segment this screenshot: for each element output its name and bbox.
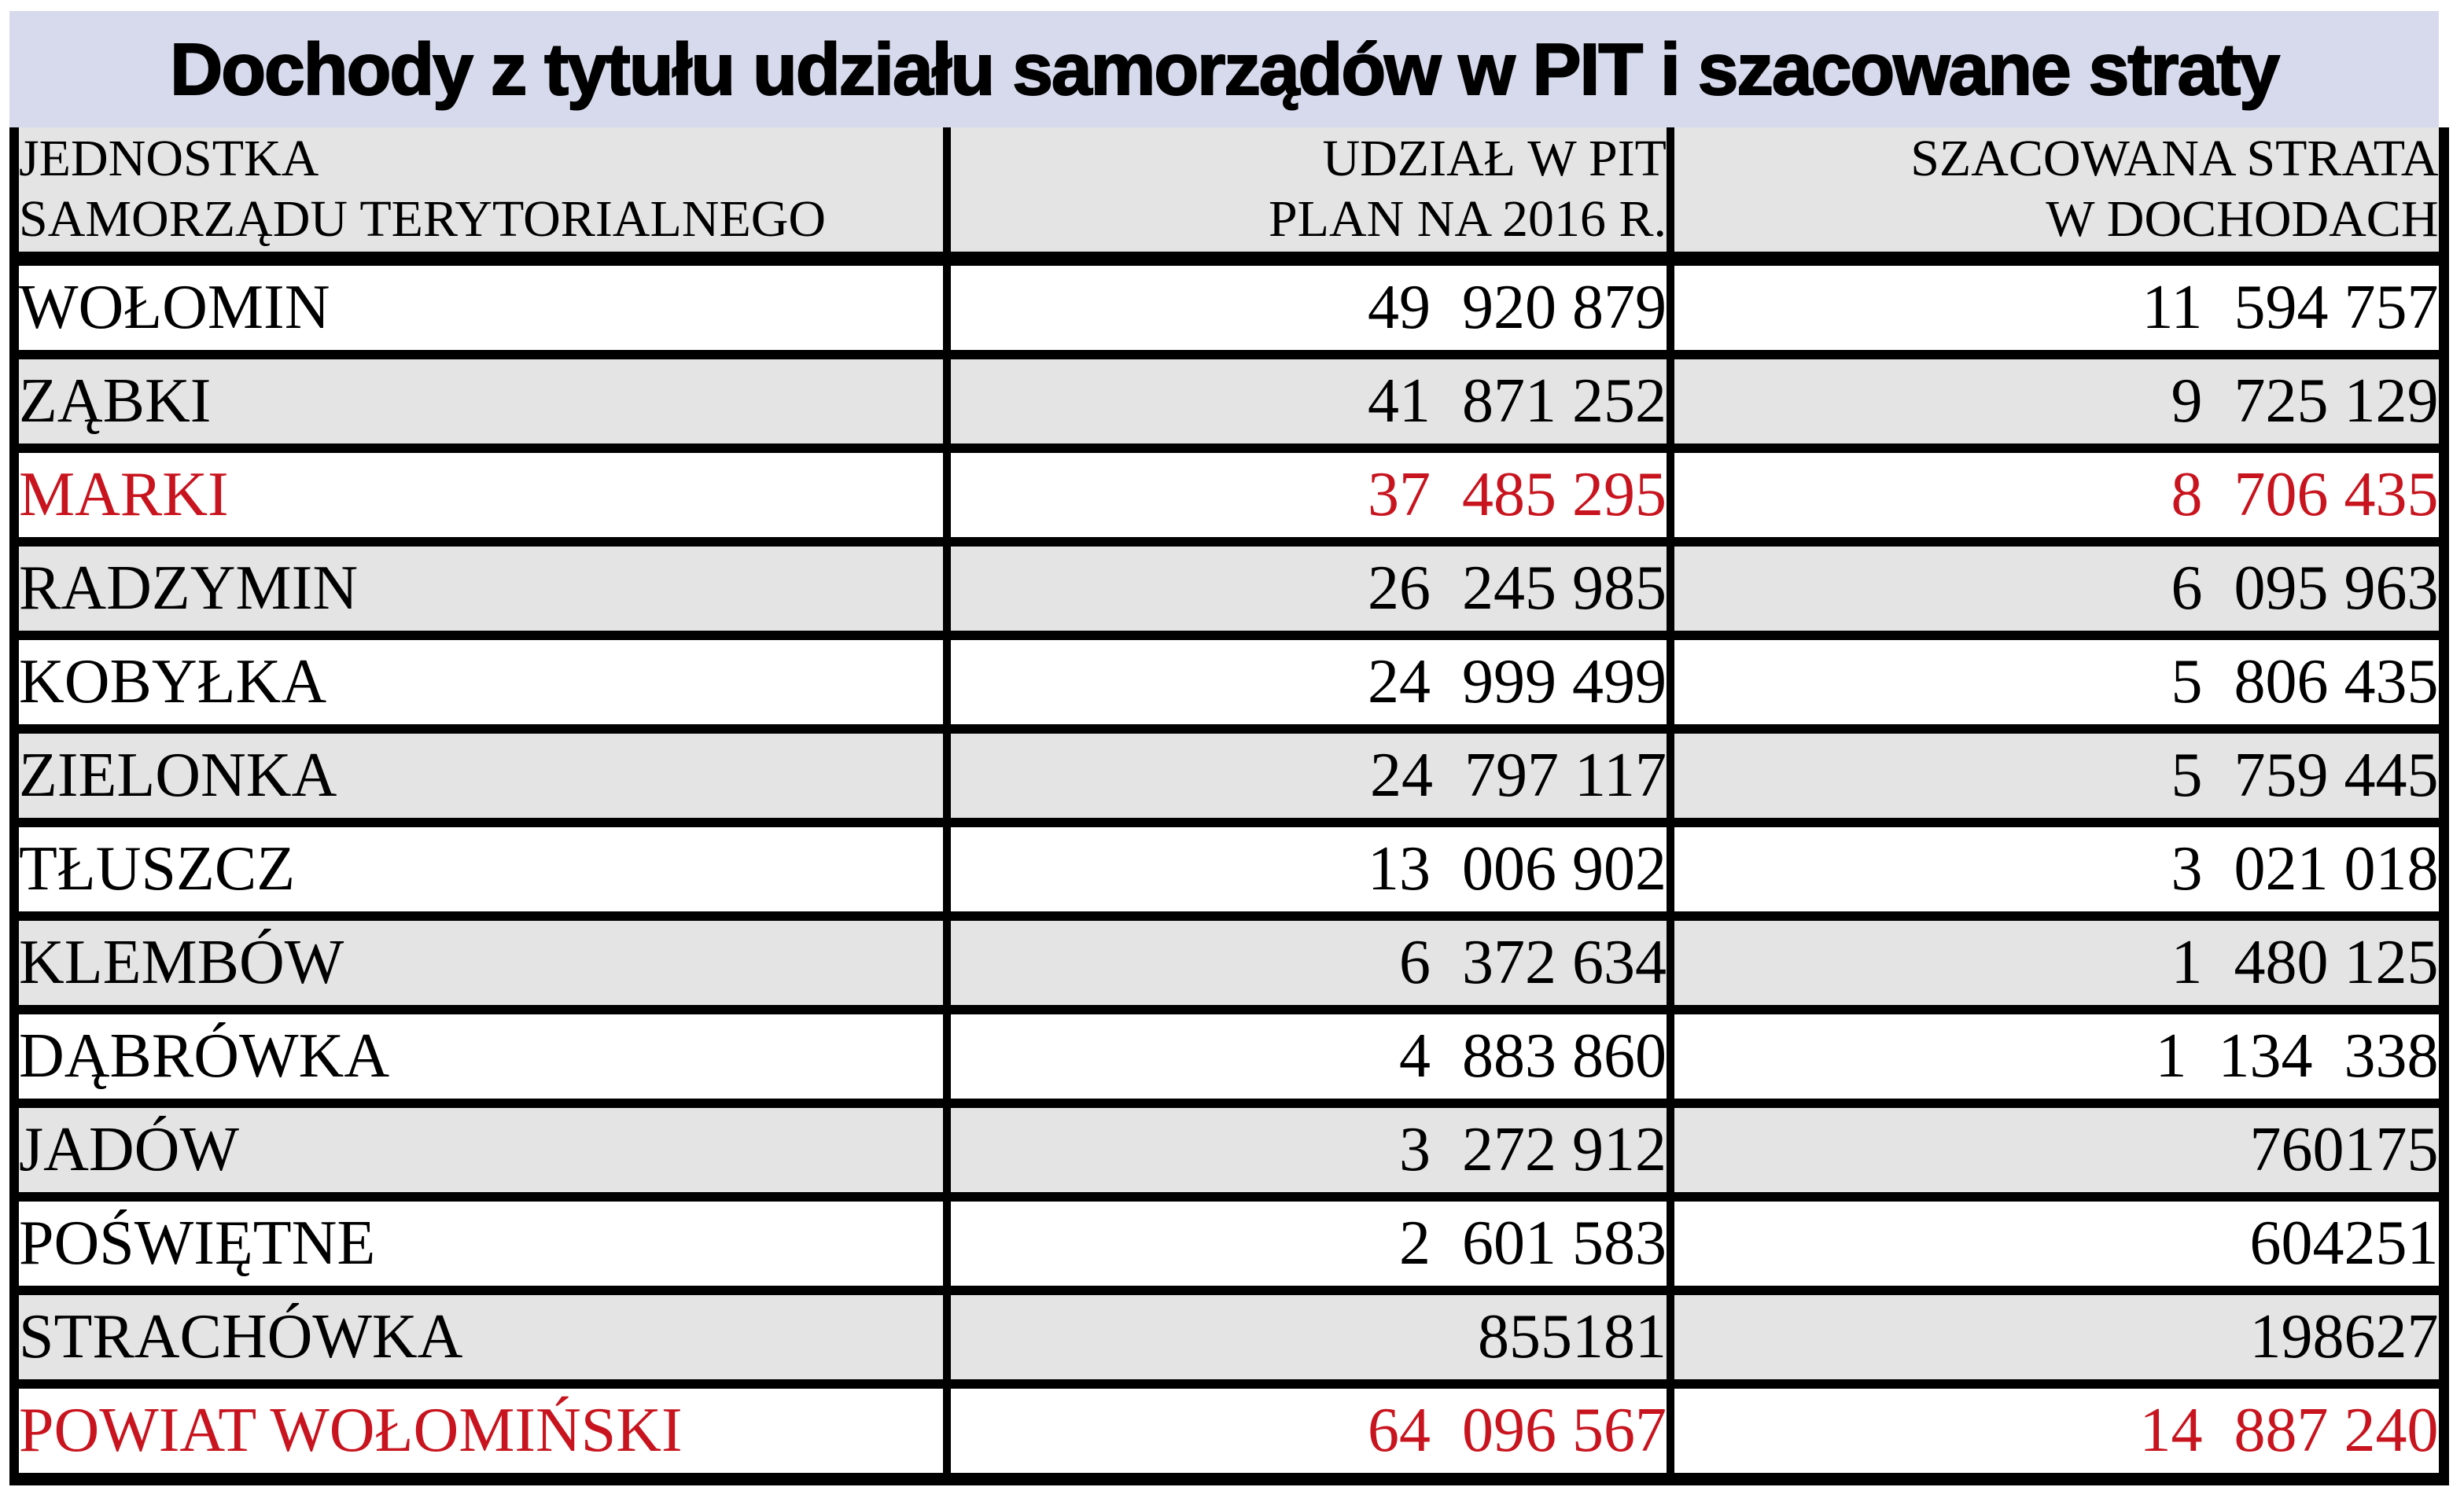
loss-value-cell: 14 887 240 bbox=[1670, 1384, 2444, 1479]
header-pit-line2: PLAN NA 2016 R. bbox=[1268, 190, 1667, 248]
pit-value-cell: 6 372 634 bbox=[947, 916, 1670, 1010]
table-row bbox=[14, 823, 2444, 916]
loss-value-cell: 6 095 963 bbox=[1670, 542, 2444, 635]
pit-value-cell: 3 272 912 bbox=[947, 1103, 1670, 1197]
loss-value-cell: 5 806 435 bbox=[1670, 635, 2444, 729]
header-jst-line1: JEDNOSTKA bbox=[19, 130, 319, 188]
pit-value-cell: 13 006 902 bbox=[947, 823, 1670, 916]
jst-name-cell: POŚWIĘTNE bbox=[14, 1197, 947, 1290]
table-row bbox=[14, 1197, 2444, 1290]
loss-value-cell: 1 134 338 bbox=[1670, 1010, 2444, 1103]
loss-value-cell: 1 480 125 bbox=[1670, 916, 2444, 1010]
pit-value-cell: 26 245 985 bbox=[947, 542, 1670, 635]
table-row bbox=[14, 916, 2444, 1010]
table-row bbox=[14, 542, 2444, 635]
table-row bbox=[14, 1290, 2444, 1384]
table-row bbox=[14, 259, 2444, 355]
header-row bbox=[14, 127, 2444, 259]
loss-value-cell: 5 759 445 bbox=[1670, 729, 2444, 823]
loss-value-cell: 11 594 757 bbox=[1670, 259, 2444, 355]
header-loss bbox=[1670, 127, 2444, 259]
pit-value-cell: 41 871 252 bbox=[947, 355, 1670, 448]
pit-value-cell: 2 601 583 bbox=[947, 1197, 1670, 1290]
jst-name-cell: KOBYŁKA bbox=[14, 635, 947, 729]
table-row-highlighted bbox=[14, 448, 2444, 542]
jst-name-cell: JADÓW bbox=[14, 1103, 947, 1197]
jst-name-cell: WOŁOMIN bbox=[14, 259, 947, 355]
loss-value-cell: 3 021 018 bbox=[1670, 823, 2444, 916]
jst-name-cell: RADZYMIN bbox=[14, 542, 947, 635]
loss-value-cell: 8 706 435 bbox=[1670, 448, 2444, 542]
pit-value-cell: 37 485 295 bbox=[947, 448, 1670, 542]
jst-name-cell: POWIAT WOŁOMIŃSKI bbox=[14, 1384, 947, 1479]
title-bar bbox=[9, 11, 2439, 127]
page-title: Dochody z tytułu udziału samorządów w PIT i szacowane straty bbox=[170, 28, 2278, 110]
pit-value-cell: 24 999 499 bbox=[947, 635, 1670, 729]
header-pit bbox=[947, 127, 1670, 259]
jst-name-cell: ZĄBKI bbox=[14, 355, 947, 448]
jst-name-cell: ZIELONKA bbox=[14, 729, 947, 823]
table-row bbox=[14, 355, 2444, 448]
table-row bbox=[14, 635, 2444, 729]
jst-name-cell: DĄBRÓWKA bbox=[14, 1010, 947, 1103]
loss-value-cell: 760175 bbox=[1670, 1103, 2444, 1197]
jst-name-cell: STRACHÓWKA bbox=[14, 1290, 947, 1384]
header-pit-line1: UDZIAŁ W PIT bbox=[1322, 130, 1667, 188]
pit-value-cell: 855181 bbox=[947, 1290, 1670, 1384]
header-jst bbox=[14, 127, 947, 259]
loss-value-cell: 198627 bbox=[1670, 1290, 2444, 1384]
loss-value-cell: 604251 bbox=[1670, 1197, 2444, 1290]
pit-value-cell: 64 096 567 bbox=[947, 1384, 1670, 1479]
pit-value-cell: 4 883 860 bbox=[947, 1010, 1670, 1103]
table-row bbox=[14, 1010, 2444, 1103]
header-jst-line2: SAMORZĄDU TERYTORIALNEGO bbox=[19, 190, 827, 248]
jst-name-cell: KLEMBÓW bbox=[14, 916, 947, 1010]
pit-value-cell: 24 797 117 bbox=[947, 729, 1670, 823]
pit-table bbox=[9, 127, 2449, 1485]
loss-value-cell: 9 725 129 bbox=[1670, 355, 2444, 448]
jst-name-cell: MARKI bbox=[14, 448, 947, 542]
jst-name-cell: TŁUSZCZ bbox=[14, 823, 947, 916]
table-row-highlighted bbox=[14, 1384, 2444, 1479]
table-row bbox=[14, 1103, 2444, 1197]
header-loss-line2: W DOCHODACH bbox=[2046, 190, 2439, 248]
header-loss-line1: SZACOWANA STRATA bbox=[1910, 130, 2439, 188]
table-row bbox=[14, 729, 2444, 823]
pit-value-cell: 49 920 879 bbox=[947, 259, 1670, 355]
